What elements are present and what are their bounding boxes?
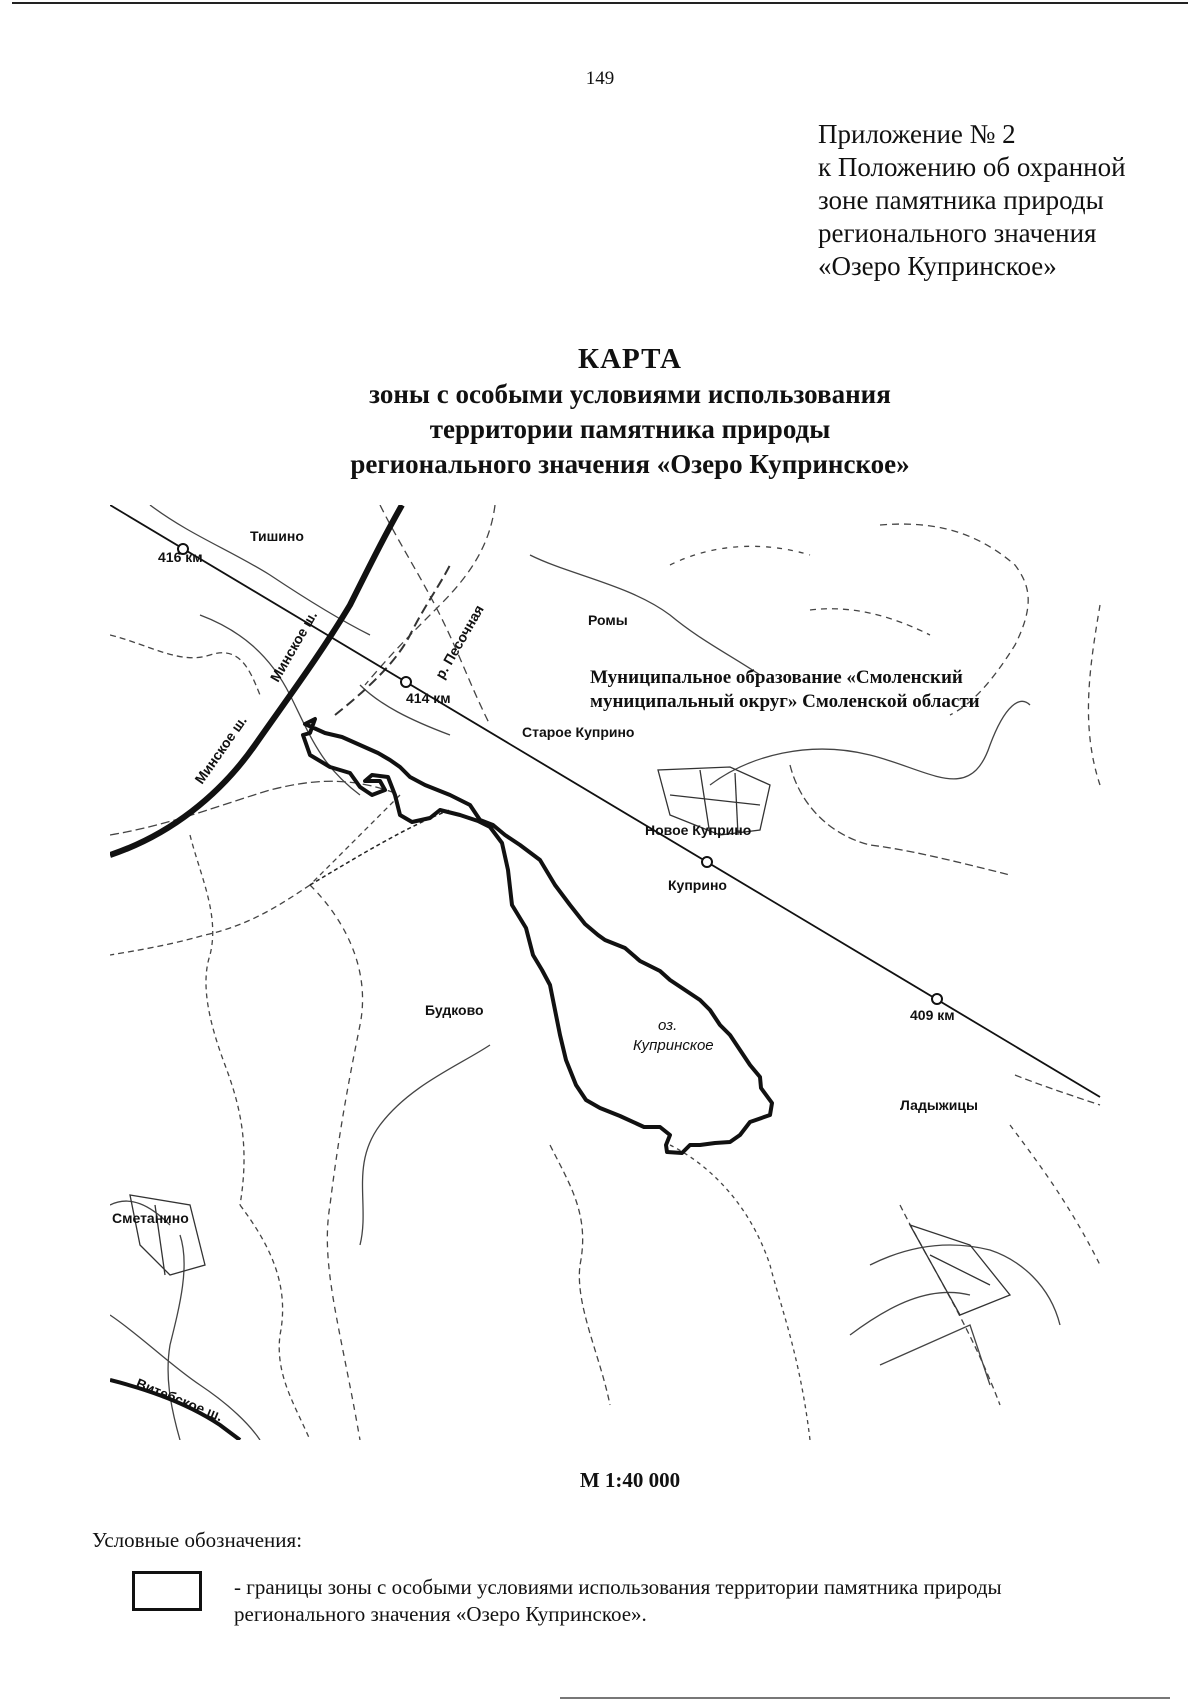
top-rule (12, 2, 1188, 4)
legend-boundary-swatch (132, 1571, 202, 1611)
boundary-line (310, 810, 450, 885)
label-river: р. Песочная (431, 602, 487, 682)
label-lake-prefix: оз. (658, 1017, 678, 1034)
label-km-414: 414 км (406, 690, 451, 706)
appendix-line: к Положению об охранной (818, 152, 1126, 182)
label-km-409: 409 км (910, 1007, 955, 1023)
title-line: регионального значения «Озеро Купринское» (350, 449, 910, 479)
label-staroe-kuprino: Старое Куприно (522, 724, 635, 740)
appendix-line: «Озеро Купринское» (818, 251, 1057, 281)
label-km-416: 416 км (158, 549, 203, 565)
bottom-rule (560, 1697, 1170, 1699)
appendix-line: зоне памятника природы (818, 185, 1104, 215)
appendix-line: Приложение № 2 (818, 119, 1016, 149)
label-minskoe-2: Минское ш. (266, 607, 321, 685)
label-ladyzhitsy: Ладыжицы (900, 1097, 978, 1113)
label-municipality-2: муниципальный округ» Смоленской области (590, 691, 980, 712)
label-smetanino: Сметанино (112, 1210, 189, 1226)
label-lake-name: Купринское (633, 1037, 714, 1054)
map-scale: М 1:40 000 (579, 1468, 681, 1492)
km-marker-409 (932, 994, 942, 1004)
title-main: КАРТА (578, 343, 682, 375)
map (110, 505, 1110, 1440)
km-marker-414 (401, 677, 411, 687)
minskoe-highway (110, 505, 402, 855)
label-minskoe-1: Минское ш. (191, 712, 250, 787)
title-line: территории памятника природы (429, 414, 831, 444)
map-canvas (110, 505, 1110, 1440)
legend-title: Условные обозначения: (92, 1528, 303, 1552)
label-tishino: Тишино (250, 528, 304, 544)
km-marker-kuprino (702, 857, 712, 867)
page-number: 149 (585, 68, 615, 89)
label-novoe-kuprino: Новое Куприно (645, 822, 752, 838)
map-title (0, 342, 1200, 482)
ladyzhitsy-streets (910, 1225, 1010, 1315)
title-line: зоны с особыми условиями использования (369, 379, 891, 409)
label-romy: Ромы (588, 612, 628, 628)
appendix-line: регионального значения (818, 218, 1097, 248)
legend-item-text: - границы зоны с особыми условиями использования территории памятника природы регионального значения «Озеро Купринское». (234, 1575, 1002, 1626)
label-budkovo: Будково (425, 1002, 484, 1018)
appendix-note (818, 118, 1126, 283)
label-kuprino: Куприно (668, 877, 727, 893)
label-vitebskoe: Витебское ш. (133, 1374, 226, 1425)
label-municipality-1: Муниципальное образование «Смоленский (590, 667, 963, 688)
smetanino-streets (130, 1195, 205, 1275)
